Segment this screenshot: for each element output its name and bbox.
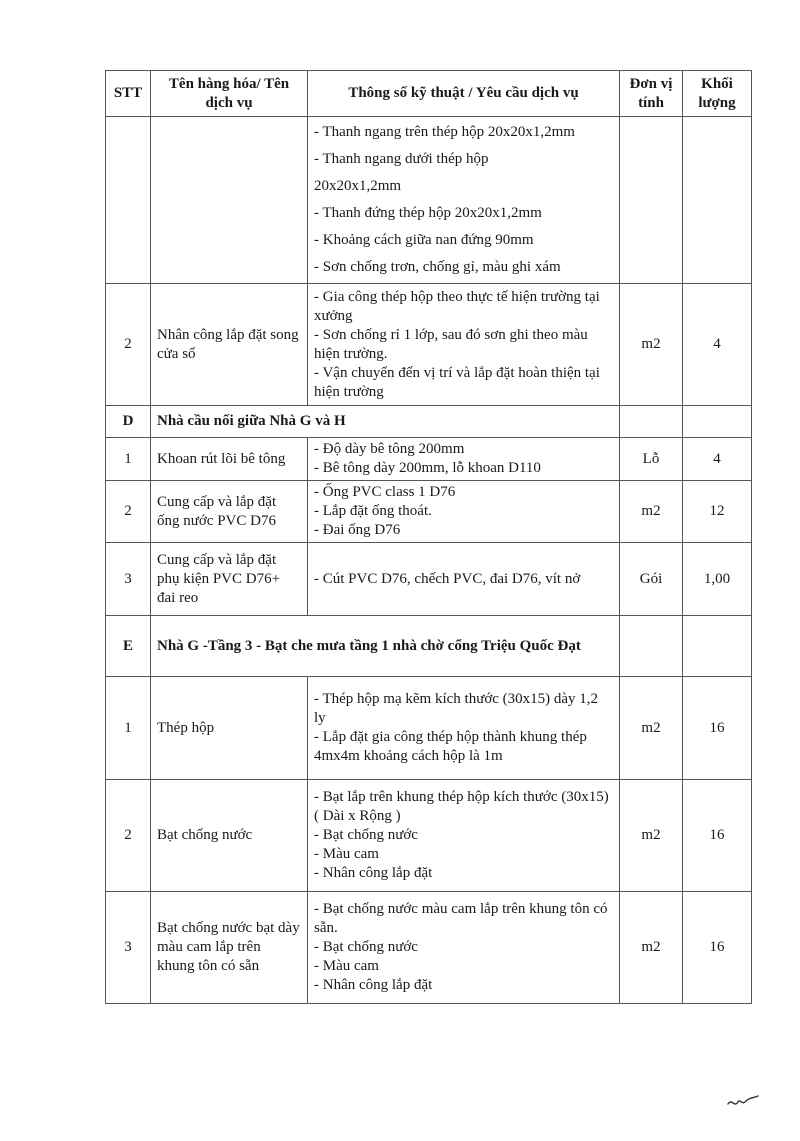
header-name: Tên hàng hóa/ Tên dịch vụ (151, 71, 308, 117)
section-code: E (106, 616, 151, 677)
cell-unit: m2 (620, 481, 683, 543)
header-unit: Đơn vị tính (620, 71, 683, 117)
spec-line: - Lắp đặt gia công thép hộp thành khung thép 4mx4m khoảng cách hộp là 1m (314, 729, 587, 764)
spec-line: - Màu cam (314, 846, 379, 862)
cell-name: Cung cấp và lắp đặt phụ kiện PVC D76+ đai reo (151, 543, 308, 616)
spec-line: - Bạt chống nước (314, 827, 418, 843)
cell-spec (308, 117, 620, 284)
section-title: Nhà cầu nối giữa Nhà G và H (151, 406, 620, 438)
cell-unit: m2 (620, 284, 683, 406)
cell-name: Cung cấp và lắp đặt ống nước PVC D76 (151, 481, 308, 543)
spec-line: - Ống PVC class 1 D76 (314, 484, 456, 500)
cell-unit (620, 117, 683, 284)
spec-line: - Thanh ngang dưới thép hộp (314, 151, 489, 167)
spec-line: - Màu cam (314, 958, 379, 974)
cell-stt: 1 (106, 677, 151, 780)
table-row (106, 677, 752, 780)
cell-qty: 16 (683, 780, 752, 892)
cell-name: Bạt chống nước bạt dày màu cam lắp trên khung tôn có sẵn (151, 892, 308, 1004)
cell-unit: m2 (620, 892, 683, 1004)
cell-qty (683, 616, 752, 677)
cell-spec (308, 481, 620, 543)
cell-unit: m2 (620, 780, 683, 892)
cell-stt: 3 (106, 543, 151, 616)
cell-spec (308, 438, 620, 481)
cell-stt: 2 (106, 284, 151, 406)
cell-qty: 4 (683, 284, 752, 406)
cell-spec (308, 284, 620, 406)
cell-unit (620, 616, 683, 677)
spec-line: - Thanh đứng thép hộp 20x20x1,2mm (314, 205, 542, 221)
section-row-d (106, 406, 752, 438)
cell-stt: 3 (106, 892, 151, 1004)
spec-line: - Đai ống D76 (314, 522, 401, 538)
cell-qty: 4 (683, 438, 752, 481)
spec-line: - Cút PVC D76, chếch PVC, đai D76, vít nở (314, 570, 581, 587)
table-header-row (106, 71, 752, 117)
cell-qty: 1,00 (683, 543, 752, 616)
cell-name: Thép hộp (151, 677, 308, 780)
cell-qty: 16 (683, 677, 752, 780)
table-row (106, 780, 752, 892)
handwritten-initial-mark (726, 1090, 760, 1112)
header-spec: Thông số kỹ thuật / Yêu cầu dịch vụ (308, 71, 620, 117)
section-title: Nhà G -Tầng 3 - Bạt che mưa tầng 1 nhà chờ cổng Triệu Quốc Đạt (151, 616, 620, 677)
table-row-continued (106, 117, 752, 284)
spec-line: - Thép hộp mạ kẽm kích thước (30x15) dày 1,2 ly (314, 691, 599, 726)
cell-name: Khoan rút lõi bê tông (151, 438, 308, 481)
cell-stt: 2 (106, 780, 151, 892)
spec-line: - Nhân công lắp đặt (314, 977, 433, 993)
spec-line: - Khoảng cách giữa nan đứng 90mm (314, 232, 534, 248)
cell-name: Nhân công lắp đặt song cửa sổ (151, 284, 308, 406)
spec-line: - Sơn chống rỉ 1 lớp, sau đó sơn ghi theo màu hiện trường. (314, 326, 588, 362)
cell-qty: 12 (683, 481, 752, 543)
spec-line: - Sơn chống trơn, chống gỉ, màu ghi xám (314, 259, 561, 275)
table-row (106, 438, 752, 481)
spec-line: 20x20x1,2mm (314, 178, 402, 194)
cell-name (151, 117, 308, 284)
cell-spec (308, 892, 620, 1004)
spec-line: - Nhân công lắp đặt (314, 865, 433, 881)
cell-unit: m2 (620, 677, 683, 780)
specification-table (105, 70, 752, 1004)
spec-line: - Độ dày bê tông 200mm (314, 441, 465, 457)
spec-line: - Lắp đặt ống thoát. (314, 503, 432, 519)
header-stt: STT (106, 71, 151, 117)
cell-qty: 16 (683, 892, 752, 1004)
cell-name: Bạt chống nước (151, 780, 308, 892)
cell-qty (683, 406, 752, 438)
spec-line: - Bạt chống nước (314, 939, 418, 955)
cell-spec (308, 677, 620, 780)
spec-line: - Thanh ngang trên thép hộp 20x20x1,2mm (314, 124, 575, 140)
table-row (106, 892, 752, 1004)
header-qty: Khối lượng (683, 71, 752, 117)
cell-unit: Lỗ (620, 438, 683, 481)
cell-stt: 1 (106, 438, 151, 481)
table-row (106, 543, 752, 616)
cell-spec (308, 543, 620, 616)
spec-line: - Vận chuyển đến vị trí và lắp đặt hoàn thiện tại hiện trường (314, 364, 600, 400)
cell-stt (106, 117, 151, 284)
spec-line: - Bạt lắp trên khung thép hộp kích thước (30x15) ( Dài x Rộng ) (314, 789, 609, 824)
section-code: D (106, 406, 151, 438)
cell-stt: 2 (106, 481, 151, 543)
cell-unit: Gói (620, 543, 683, 616)
cell-qty (683, 117, 752, 284)
table-row (106, 284, 752, 406)
spec-line: - Bạt chống nước màu cam lắp trên khung tôn có sẵn. (314, 901, 608, 936)
spec-line: - Bê tông dày 200mm, lỗ khoan D110 (314, 460, 541, 476)
section-row-e (106, 616, 752, 677)
table-row (106, 481, 752, 543)
spec-line: - Gia công thép hộp theo thực tế hiện trường tại xưởng (314, 288, 600, 324)
cell-spec (308, 780, 620, 892)
cell-unit (620, 406, 683, 438)
